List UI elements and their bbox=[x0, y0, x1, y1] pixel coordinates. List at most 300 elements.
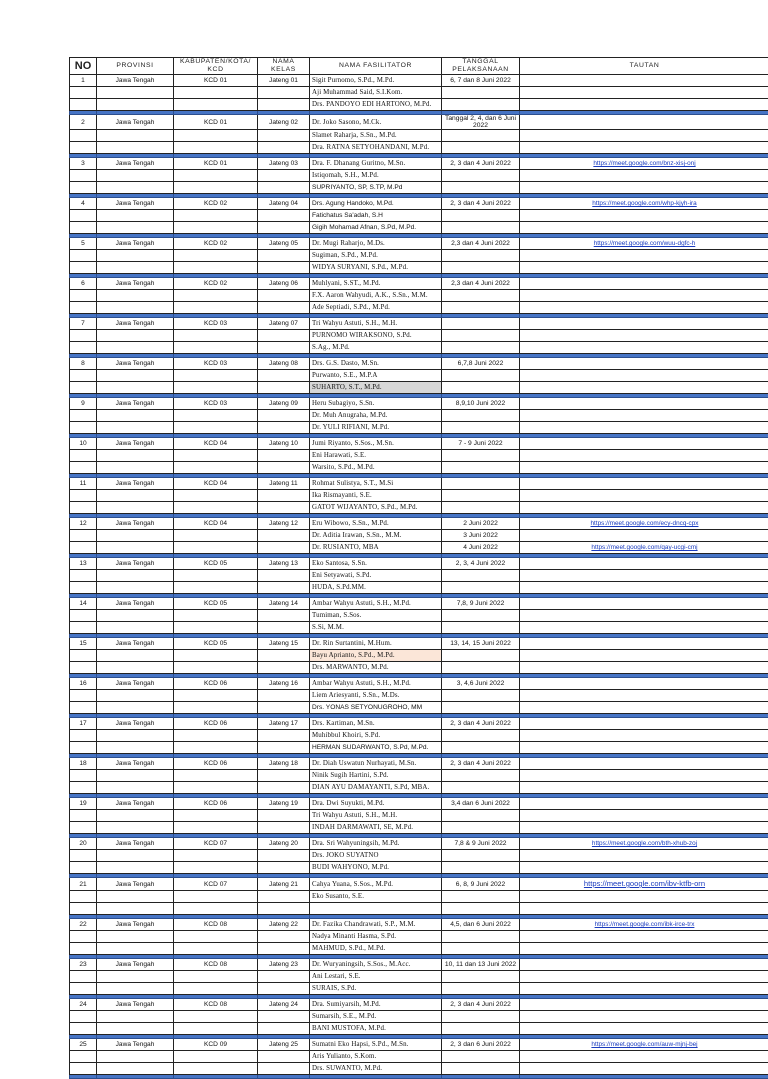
fasilitator-name: Liem Ariesyanti, S.Sn., M.Ds. bbox=[310, 690, 442, 702]
tanggal-cell: 3, 4,6 Juni 2022 bbox=[442, 678, 520, 690]
fasilitator-name: Eni Harawati, S.E. bbox=[310, 450, 442, 462]
table-row bbox=[70, 878, 768, 891]
fasilitator-name: S.Ag., M.Pd. bbox=[310, 342, 442, 354]
tanggal-cell: 2,3 dan 4 Juni 2022 bbox=[442, 278, 520, 290]
fasilitator-name: SUHARTO, S.T., M.Pd. bbox=[310, 382, 442, 394]
fasilitator-name: Gigih Mohamad Afnan, S.Pd, M.Pd. bbox=[310, 222, 442, 234]
provinsi-cell bbox=[97, 450, 174, 462]
kcd-cell bbox=[174, 170, 258, 182]
provinsi-cell bbox=[97, 370, 174, 382]
provinsi-cell bbox=[97, 302, 174, 314]
fasilitator-name: Drs. Agung Handoko, M.Pd. bbox=[310, 198, 442, 210]
meet-link[interactable]: https://meet.google.com/bnz-xisj-onj bbox=[593, 160, 695, 167]
kcd-cell bbox=[174, 810, 258, 822]
fasilitator-name: Bayu Aprianto, S.Pd., M.Pd. bbox=[310, 650, 442, 662]
provinsi-cell bbox=[97, 610, 174, 622]
fasilitator-name: Dr. RUSIANTO, MBA bbox=[310, 542, 442, 554]
tautan-cell bbox=[520, 570, 768, 582]
tautan-cell bbox=[520, 170, 768, 182]
kcd-cell: KCD 08 bbox=[174, 959, 258, 971]
provinsi-cell: Jawa Tengah bbox=[97, 1039, 174, 1051]
row-number: 18 bbox=[70, 758, 97, 770]
row-number: 2 bbox=[70, 115, 97, 130]
kcd-cell: KCD 06 bbox=[174, 758, 258, 770]
tautan-cell bbox=[520, 1011, 768, 1023]
kcd-cell bbox=[174, 450, 258, 462]
provinsi-cell bbox=[97, 87, 174, 99]
tautan-cell bbox=[520, 742, 768, 754]
nama-kelas-cell: Jateng 11 bbox=[258, 478, 310, 490]
provinsi-cell: Jawa Tengah bbox=[97, 518, 174, 530]
nama-kelas-cell: Jateng 10 bbox=[258, 438, 310, 450]
kcd-cell: KCD 08 bbox=[174, 999, 258, 1011]
nama-kelas-cell: Jateng 23 bbox=[258, 959, 310, 971]
provinsi-cell bbox=[97, 1051, 174, 1063]
header-nama-kelas: NAMA KELAS bbox=[258, 58, 310, 75]
kcd-cell bbox=[174, 570, 258, 582]
kcd-cell bbox=[174, 650, 258, 662]
tautan-cell bbox=[520, 318, 768, 330]
tanggal-cell bbox=[442, 382, 520, 394]
tanggal-cell bbox=[442, 330, 520, 342]
kcd-cell bbox=[174, 99, 258, 111]
table-row bbox=[70, 798, 768, 810]
header-nama-fasilitator: NAMA FASILITATOR bbox=[310, 58, 442, 75]
table-row-continuation bbox=[70, 410, 768, 422]
tautan-cell bbox=[520, 891, 768, 903]
provinsi-cell: Jawa Tengah bbox=[97, 438, 174, 450]
kcd-cell bbox=[174, 490, 258, 502]
fasilitator-name: F.X. Aaron Wahyudi, A.K., S.Sn., M.M. bbox=[310, 290, 442, 302]
provinsi-cell bbox=[97, 142, 174, 154]
fasilitator-name: Sugiman, S.Pd., M.Pd. bbox=[310, 250, 442, 262]
tanggal-cell: 6,7,8 Juni 2022 bbox=[442, 358, 520, 370]
provinsi-cell: Jawa Tengah bbox=[97, 878, 174, 891]
row-number bbox=[70, 690, 97, 702]
fasilitator-name: DIAN AYU DAMAYANTI, S.Pd, MBA. bbox=[310, 782, 442, 794]
row-number bbox=[70, 1063, 97, 1075]
nama-kelas-cell bbox=[258, 210, 310, 222]
provinsi-cell bbox=[97, 130, 174, 142]
provinsi-cell bbox=[97, 462, 174, 474]
tautan-cell bbox=[520, 638, 768, 650]
table-row-continuation bbox=[70, 931, 768, 943]
nama-kelas-cell: Jateng 03 bbox=[258, 158, 310, 170]
table-row bbox=[70, 398, 768, 410]
tanggal-cell bbox=[442, 99, 520, 111]
tautan-cell bbox=[520, 730, 768, 742]
tautan-cell bbox=[520, 422, 768, 434]
table-row-continuation bbox=[70, 610, 768, 622]
tautan-cell bbox=[520, 598, 768, 610]
row-number bbox=[70, 290, 97, 302]
fasilitator-name: Eko Santosa, S.Sn. bbox=[310, 558, 442, 570]
table-row bbox=[70, 75, 768, 87]
provinsi-cell: Jawa Tengah bbox=[97, 318, 174, 330]
provinsi-cell bbox=[97, 542, 174, 554]
tanggal-cell bbox=[442, 782, 520, 794]
tautan-cell bbox=[520, 1063, 768, 1075]
kcd-cell bbox=[174, 770, 258, 782]
nama-kelas-cell: Jateng 06 bbox=[258, 278, 310, 290]
kcd-cell bbox=[174, 610, 258, 622]
separator-cell bbox=[310, 1075, 442, 1079]
table-row bbox=[70, 758, 768, 770]
table-body bbox=[70, 75, 768, 1079]
tanggal-cell: 7,8 & 9 Juni 2022 bbox=[442, 838, 520, 850]
tanggal-cell bbox=[442, 862, 520, 874]
meet-link[interactable]: https://meet.google.com/bth-xhub-zoj bbox=[592, 840, 697, 847]
row-number: 4 bbox=[70, 198, 97, 210]
tanggal-cell: 6, 8, 9 Juni 2022 bbox=[442, 878, 520, 891]
tautan-cell bbox=[520, 462, 768, 474]
fasilitator-name: Ani Lestari, S.E. bbox=[310, 971, 442, 983]
row-number bbox=[70, 262, 97, 274]
table-row-continuation bbox=[70, 742, 768, 754]
tanggal-cell bbox=[442, 903, 520, 915]
nama-kelas-cell bbox=[258, 690, 310, 702]
table-row-continuation bbox=[70, 903, 768, 915]
tautan-cell bbox=[520, 971, 768, 983]
row-number: 11 bbox=[70, 478, 97, 490]
provinsi-cell: Jawa Tengah bbox=[97, 558, 174, 570]
row-number bbox=[70, 422, 97, 434]
kcd-cell bbox=[174, 222, 258, 234]
tanggal-cell: Tanggal 2, 4, dan 6 Juni 2022 bbox=[442, 115, 520, 130]
tanggal-cell bbox=[442, 342, 520, 354]
table-row bbox=[70, 278, 768, 290]
kcd-cell bbox=[174, 702, 258, 714]
tautan-cell bbox=[520, 530, 768, 542]
fasilitator-name: Dra. Sri Wahyuningsih, M.Pd. bbox=[310, 838, 442, 850]
row-number bbox=[70, 1023, 97, 1035]
provinsi-cell: Jawa Tengah bbox=[97, 238, 174, 250]
tanggal-cell bbox=[442, 1023, 520, 1035]
fasilitator-name: Dr. Aditia Irawan, S.Sn., M.M. bbox=[310, 530, 442, 542]
nama-kelas-cell bbox=[258, 130, 310, 142]
table-row-continuation bbox=[70, 87, 768, 99]
fasilitator-name: Eko Susanto, S.E. bbox=[310, 891, 442, 903]
nama-kelas-cell: Jateng 07 bbox=[258, 318, 310, 330]
fasilitator-name: Sumarsih, S.E., M.Pd. bbox=[310, 1011, 442, 1023]
kcd-cell bbox=[174, 983, 258, 995]
row-number bbox=[70, 502, 97, 514]
row-number: 13 bbox=[70, 558, 97, 570]
meet-link[interactable]: https://meet.google.com/ibv-ktfb-orn bbox=[584, 879, 705, 888]
kcd-cell bbox=[174, 87, 258, 99]
meet-link[interactable]: https://meet.google.com/ecy-dncq-cpx bbox=[591, 520, 699, 527]
provinsi-cell bbox=[97, 903, 174, 915]
header-tanggal: TANGGAL PELAKSANAAN bbox=[442, 58, 520, 75]
tautan-cell bbox=[520, 622, 768, 634]
provinsi-cell bbox=[97, 410, 174, 422]
nama-kelas-cell: Jateng 20 bbox=[258, 838, 310, 850]
kcd-cell: KCD 04 bbox=[174, 518, 258, 530]
provinsi-cell: Jawa Tengah bbox=[97, 598, 174, 610]
row-number: 12 bbox=[70, 518, 97, 530]
nama-kelas-cell bbox=[258, 142, 310, 154]
row-number bbox=[70, 490, 97, 502]
kcd-cell bbox=[174, 971, 258, 983]
tautan-cell bbox=[520, 210, 768, 222]
kcd-cell bbox=[174, 782, 258, 794]
row-number bbox=[70, 662, 97, 674]
row-number bbox=[70, 210, 97, 222]
provinsi-cell: Jawa Tengah bbox=[97, 398, 174, 410]
nama-kelas-cell bbox=[258, 87, 310, 99]
kcd-cell bbox=[174, 382, 258, 394]
nama-kelas-cell: Jateng 21 bbox=[258, 878, 310, 891]
kcd-cell: KCD 02 bbox=[174, 278, 258, 290]
fasilitator-name: Dra. Dwi Suyukti, M.Pd. bbox=[310, 798, 442, 810]
provinsi-cell bbox=[97, 502, 174, 514]
kcd-cell bbox=[174, 1011, 258, 1023]
separator-cell bbox=[174, 1075, 258, 1079]
kcd-cell bbox=[174, 410, 258, 422]
row-number bbox=[70, 1011, 97, 1023]
kcd-cell bbox=[174, 582, 258, 594]
nama-kelas-cell bbox=[258, 810, 310, 822]
kcd-cell bbox=[174, 662, 258, 674]
fasilitator-name: Heru Subagiyo, S.Sn. bbox=[310, 398, 442, 410]
kcd-cell bbox=[174, 182, 258, 194]
row-number bbox=[70, 382, 97, 394]
provinsi-cell bbox=[97, 702, 174, 714]
tanggal-cell bbox=[442, 490, 520, 502]
tautan-cell bbox=[520, 690, 768, 702]
nama-kelas-cell bbox=[258, 850, 310, 862]
table-row-continuation bbox=[70, 570, 768, 582]
tanggal-cell bbox=[442, 582, 520, 594]
fasilitator-name: Ika Rismayanti, S.E. bbox=[310, 490, 442, 502]
tanggal-cell bbox=[442, 650, 520, 662]
tanggal-cell bbox=[442, 410, 520, 422]
nama-kelas-cell bbox=[258, 302, 310, 314]
table-row bbox=[70, 158, 768, 170]
fasilitator-name: MAHMUD, S.Pd., M.Pd. bbox=[310, 943, 442, 955]
table-row bbox=[70, 919, 768, 931]
tanggal-cell bbox=[442, 690, 520, 702]
row-number bbox=[70, 782, 97, 794]
tanggal-cell: 8,9,10 Juni 2022 bbox=[442, 398, 520, 410]
fasilitator-name: Drs. SUWANTO, M.Pd. bbox=[310, 1063, 442, 1075]
tanggal-cell: 2, 3 dan 4 Juni 2022 bbox=[442, 758, 520, 770]
tanggal-cell: 2, 3 dan 4 Juni 2022 bbox=[442, 198, 520, 210]
kcd-cell: KCD 05 bbox=[174, 638, 258, 650]
tanggal-cell bbox=[442, 250, 520, 262]
nama-kelas-cell: Jateng 01 bbox=[258, 75, 310, 87]
provinsi-cell: Jawa Tengah bbox=[97, 115, 174, 130]
nama-kelas-cell bbox=[258, 891, 310, 903]
provinsi-cell bbox=[97, 662, 174, 674]
fasilitator-name: Dr. Diah Uswatun Nurhayati, M.Sn. bbox=[310, 758, 442, 770]
provinsi-cell bbox=[97, 810, 174, 822]
kcd-cell bbox=[174, 943, 258, 955]
nama-kelas-cell: Jateng 25 bbox=[258, 1039, 310, 1051]
nama-kelas-cell bbox=[258, 222, 310, 234]
tanggal-cell: 2, 3 dan 6 Juni 2022 bbox=[442, 1039, 520, 1051]
tautan-cell bbox=[520, 822, 768, 834]
nama-kelas-cell: Jateng 12 bbox=[258, 518, 310, 530]
tanggal-cell bbox=[442, 943, 520, 955]
table-row-continuation bbox=[70, 382, 768, 394]
kcd-cell bbox=[174, 130, 258, 142]
fasilitator-name: Tri Wahyu Astuti, S.H., M.H. bbox=[310, 318, 442, 330]
tautan-cell bbox=[520, 702, 768, 714]
nama-kelas-cell bbox=[258, 182, 310, 194]
provinsi-cell bbox=[97, 1063, 174, 1075]
meet-link[interactable]: https://meet.google.com/auw-mjnj-bej bbox=[591, 1041, 697, 1048]
fasilitator-name: BUDI WAHYONO, M.Pd. bbox=[310, 862, 442, 874]
fasilitator-name: Dra. F. Dhanang Guritno, M.Sn. bbox=[310, 158, 442, 170]
table-row-continuation bbox=[70, 330, 768, 342]
kcd-cell bbox=[174, 502, 258, 514]
tautan-cell bbox=[520, 718, 768, 730]
kcd-cell: KCD 07 bbox=[174, 878, 258, 891]
provinsi-cell: Jawa Tengah bbox=[97, 678, 174, 690]
tanggal-cell bbox=[442, 450, 520, 462]
nama-kelas-cell bbox=[258, 1063, 310, 1075]
kcd-cell: KCD 02 bbox=[174, 198, 258, 210]
fasilitator-name: Eru Wibowo, S.Sn., M.Pd. bbox=[310, 518, 442, 530]
row-number bbox=[70, 142, 97, 154]
nama-kelas-cell bbox=[258, 330, 310, 342]
tautan-cell bbox=[520, 238, 768, 250]
table-row-continuation bbox=[70, 1051, 768, 1063]
kcd-cell bbox=[174, 690, 258, 702]
row-number: 17 bbox=[70, 718, 97, 730]
tautan-cell bbox=[520, 770, 768, 782]
fasilitator-name: Dr. Wuryaningsih, S.Sos., M.Acc. bbox=[310, 959, 442, 971]
fasilitator-name: Ninik Sugih Hartini, S.Pd. bbox=[310, 770, 442, 782]
tanggal-cell bbox=[442, 87, 520, 99]
provinsi-cell bbox=[97, 382, 174, 394]
kcd-cell bbox=[174, 330, 258, 342]
tanggal-cell bbox=[442, 622, 520, 634]
kcd-cell: KCD 03 bbox=[174, 398, 258, 410]
row-number bbox=[70, 302, 97, 314]
provinsi-cell: Jawa Tengah bbox=[97, 798, 174, 810]
meet-link[interactable]: https://meet.google.com/ibk-irce-trx bbox=[595, 921, 695, 928]
provinsi-cell bbox=[97, 891, 174, 903]
provinsi-cell bbox=[97, 622, 174, 634]
tautan-cell bbox=[520, 662, 768, 674]
nama-kelas-cell: Jateng 18 bbox=[258, 758, 310, 770]
provinsi-cell: Jawa Tengah bbox=[97, 959, 174, 971]
provinsi-cell: Jawa Tengah bbox=[97, 75, 174, 87]
row-number bbox=[70, 570, 97, 582]
tanggal-cell bbox=[442, 931, 520, 943]
nama-kelas-cell bbox=[258, 490, 310, 502]
provinsi-cell bbox=[97, 182, 174, 194]
provinsi-cell: Jawa Tengah bbox=[97, 718, 174, 730]
nama-kelas-cell: Jateng 22 bbox=[258, 919, 310, 931]
meet-link[interactable]: https://meet.google.com/wuu-dgfc-h bbox=[594, 240, 696, 247]
tautan-cell bbox=[520, 198, 768, 210]
fasilitator-name: Jumi Riyanto, S.Sos., M.Sn. bbox=[310, 438, 442, 450]
row-number bbox=[70, 370, 97, 382]
table-row-continuation bbox=[70, 222, 768, 234]
fasilitator-name: Rohmat Sulistya, S.T., M.Si bbox=[310, 478, 442, 490]
row-number bbox=[70, 850, 97, 862]
kcd-cell bbox=[174, 730, 258, 742]
nama-kelas-cell bbox=[258, 290, 310, 302]
provinsi-cell bbox=[97, 742, 174, 754]
tanggal-cell bbox=[442, 1011, 520, 1023]
kcd-cell bbox=[174, 850, 258, 862]
tanggal-cell bbox=[442, 478, 520, 490]
nama-kelas-cell bbox=[258, 262, 310, 274]
row-number bbox=[70, 342, 97, 354]
provinsi-cell: Jawa Tengah bbox=[97, 358, 174, 370]
provinsi-cell: Jawa Tengah bbox=[97, 919, 174, 931]
table-row bbox=[70, 838, 768, 850]
fasilitator-name: GATOT WIJAYANTO, S.Pd., M.Pd. bbox=[310, 502, 442, 514]
tanggal-cell bbox=[442, 822, 520, 834]
nama-kelas-cell bbox=[258, 462, 310, 474]
row-number: 21 bbox=[70, 878, 97, 891]
nama-kelas-cell bbox=[258, 450, 310, 462]
tautan-cell bbox=[520, 99, 768, 111]
row-number bbox=[70, 222, 97, 234]
nama-kelas-cell bbox=[258, 983, 310, 995]
fasilitator-name: Drs. Kartiman, M.Sn. bbox=[310, 718, 442, 730]
provinsi-cell bbox=[97, 1023, 174, 1035]
nama-kelas-cell bbox=[258, 99, 310, 111]
nama-kelas-cell: Jateng 17 bbox=[258, 718, 310, 730]
nama-kelas-cell bbox=[258, 610, 310, 622]
tanggal-cell bbox=[442, 130, 520, 142]
kcd-cell bbox=[174, 891, 258, 903]
kcd-cell: KCD 05 bbox=[174, 598, 258, 610]
provinsi-cell bbox=[97, 1011, 174, 1023]
nama-kelas-cell bbox=[258, 1023, 310, 1035]
provinsi-cell bbox=[97, 530, 174, 542]
fasilitator-name: Ambar Wahyu Astuti, S.H., M.Pd. bbox=[310, 598, 442, 610]
nama-kelas-cell bbox=[258, 422, 310, 434]
tautan-cell bbox=[520, 1051, 768, 1063]
row-number bbox=[70, 530, 97, 542]
provinsi-cell bbox=[97, 730, 174, 742]
kcd-cell: KCD 06 bbox=[174, 798, 258, 810]
provinsi-cell bbox=[97, 330, 174, 342]
kcd-cell bbox=[174, 262, 258, 274]
fasilitator-name: Fatichatus Sa'adah, S.H bbox=[310, 210, 442, 222]
fasilitator-name: Slamet Raharja, S.Sn., M.Pd. bbox=[310, 130, 442, 142]
fasilitator-name: HERMAN SUDARWANTO, S.Pd, M.Pd. bbox=[310, 742, 442, 754]
table-row-continuation bbox=[70, 983, 768, 995]
tanggal-cell: 4 Juni 2022 bbox=[442, 542, 520, 554]
meet-link[interactable]: https://meet.google.com/qay-ucgi-cmj bbox=[591, 544, 697, 551]
nama-kelas-cell: Jateng 09 bbox=[258, 398, 310, 410]
tanggal-cell bbox=[442, 702, 520, 714]
meet-link[interactable]: https://meet.google.com/whp-kjyh-ira bbox=[592, 200, 696, 207]
nama-kelas-cell: Jateng 02 bbox=[258, 115, 310, 130]
row-number bbox=[70, 650, 97, 662]
row-number bbox=[70, 1051, 97, 1063]
header-kabupaten: KABUPATEN/KOTA/ KCD bbox=[174, 58, 258, 75]
tanggal-cell bbox=[442, 850, 520, 862]
tautan-cell bbox=[520, 278, 768, 290]
provinsi-cell bbox=[97, 210, 174, 222]
tanggal-cell: 6, 7 dan 8 Juni 2022 bbox=[442, 75, 520, 87]
row-number bbox=[70, 410, 97, 422]
nama-kelas-cell bbox=[258, 862, 310, 874]
tautan-cell bbox=[520, 518, 768, 530]
tautan-cell bbox=[520, 758, 768, 770]
kcd-cell bbox=[174, 342, 258, 354]
tanggal-cell: 2 Juni 2022 bbox=[442, 518, 520, 530]
